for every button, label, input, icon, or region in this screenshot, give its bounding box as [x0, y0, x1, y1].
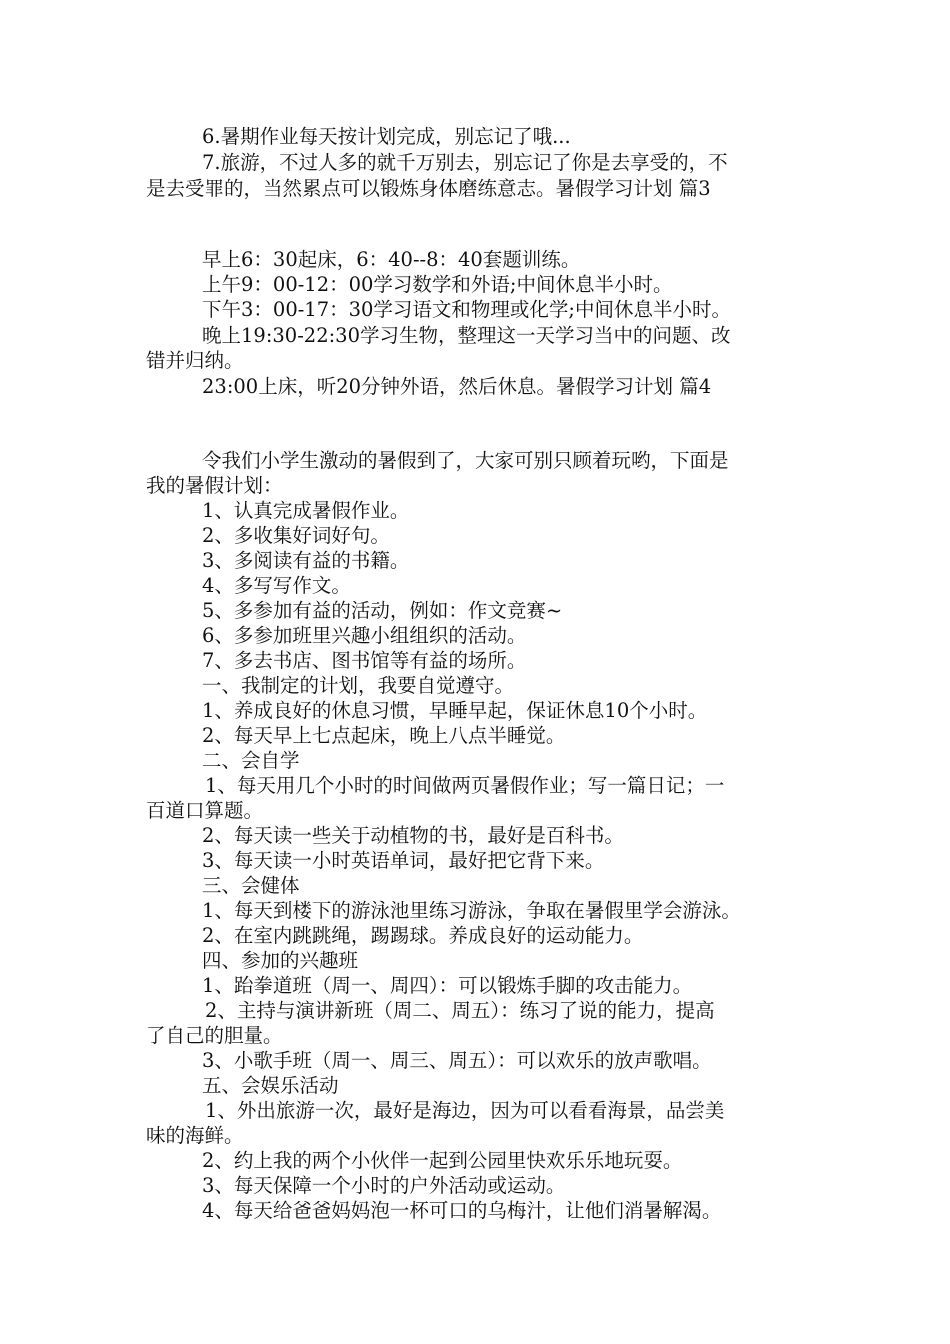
list-item: 2、在室内跳跳绳，踢踢球。养成良好的运动能力。 [202, 924, 644, 947]
text-line: 百道口算题。 [146, 799, 264, 822]
list-item: 7、多去书店、图书馆等有益的场所。 [202, 649, 527, 672]
list-item: 1、外出旅游一次，最好是海边，因为可以看看海景，品尝美 [205, 1099, 725, 1122]
list-item: 2、多收集好词好句。 [202, 524, 390, 547]
section-heading: 三、会健体 [202, 874, 300, 897]
text-line: 上午9：00-12：00学习数学和外语;中间休息半小时。 [202, 273, 673, 296]
text-line: 味的海鲜。 [146, 1124, 244, 1147]
list-item: 1、每天用几个小时的时间做两页暑假作业；写一篇日记；一 [205, 774, 725, 797]
list-item: 2、主持与演讲新班（周二、周五）：练习了说的能力，提高 [205, 999, 715, 1022]
text-line: 是去受罪的，当然累点可以锻炼身体磨练意志。暑假学习计划 篇3 [146, 177, 711, 200]
text-line: 6.暑期作业每天按计划完成，别忘记了哦... [202, 125, 571, 148]
list-item: 4、多写写作文。 [202, 574, 351, 597]
list-item: 1、跆拳道班（周一、周四）：可以锻炼手脚的攻击能力。 [202, 974, 693, 997]
text-line: 23:00上床，听20分钟外语，然后休息。暑假学习计划 篇4 [202, 375, 712, 398]
section-heading: 二、会自学 [202, 749, 300, 772]
list-item: 2、每天早上七点起床，晚上八点半睡觉。 [202, 724, 566, 747]
list-item: 3、小歌手班（周一、周三、周五）：可以欢乐的放声歌唱。 [202, 1049, 712, 1072]
list-item: 3、多阅读有益的书籍。 [202, 549, 410, 572]
text-line: 下午3：00-17：30学习语文和物理或化学;中间休息半小时。 [202, 298, 732, 321]
list-item: 4、每天给爸爸妈妈泡一杯可口的乌梅汁，让他们消暑解渴。 [202, 1199, 722, 1222]
section-heading: 四、参加的兴趣班 [202, 949, 359, 972]
text-line: 我的暑假计划： [146, 474, 283, 497]
text-line: 了自己的胆量。 [146, 1024, 283, 1047]
list-item: 1、养成良好的休息习惯，早睡早起，保证休息10个小时。 [202, 699, 708, 722]
list-item: 5、多参加有益的活动，例如：作文竞赛~ [202, 599, 563, 622]
list-item: 2、约上我的两个小伙伴一起到公园里快欢乐乐地玩耍。 [202, 1149, 683, 1172]
text-line: 令我们小学生激动的暑假到了，大家可别只顾着玩哟，下面是 [202, 449, 729, 472]
text-line: 晚上19:30-22:30学习生物，整理这一天学习当中的问题、改 [202, 324, 731, 347]
text-line: 错并归纳。 [146, 349, 244, 372]
list-item: 1、每天到楼下的游泳池里练习游泳，争取在暑假里学会游泳。 [202, 899, 741, 922]
list-item: 1、认真完成暑假作业。 [202, 499, 410, 522]
list-item: 3、每天保障一个小时的户外活动或运动。 [202, 1174, 566, 1197]
text-line: 早上6：30起床，6：40--8：40套题训练。 [202, 248, 581, 271]
list-item: 6、多参加班里兴趣小组组织的活动。 [202, 624, 527, 647]
list-item: 3、每天读一小时英语单词，最好把它背下来。 [202, 849, 605, 872]
list-item: 2、每天读一些关于动植物的书，最好是百科书。 [202, 824, 624, 847]
section-heading: 一、我制定的计划，我要自觉遵守。 [202, 674, 515, 697]
section-heading: 五、会娱乐活动 [202, 1074, 339, 1097]
text-line: 7.旅游，不过人多的就千万别去，别忘记了你是去享受的，不 [202, 151, 728, 174]
